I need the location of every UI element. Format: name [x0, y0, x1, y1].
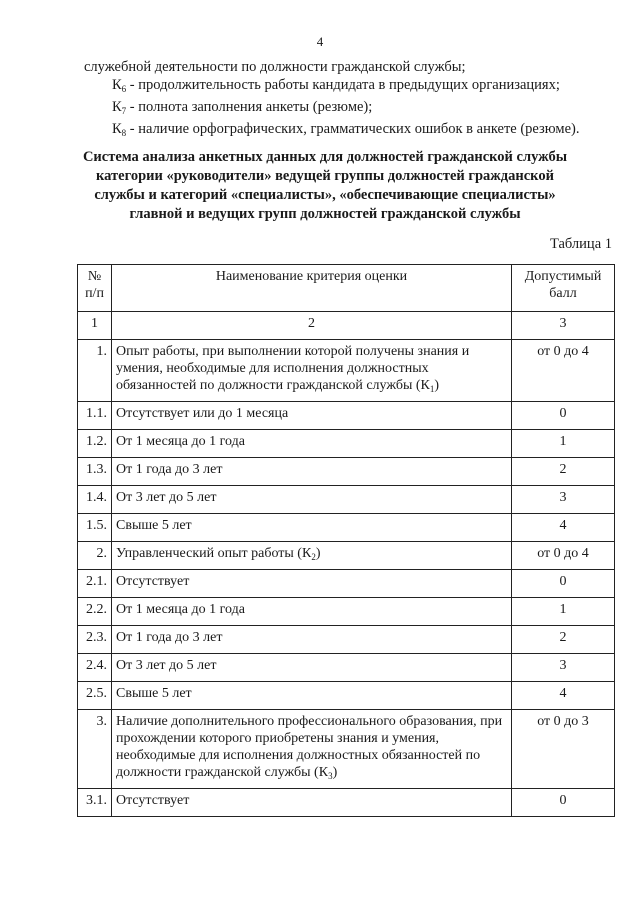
row-number: 2.4.: [78, 654, 112, 682]
header-score: Допустимый балл: [512, 265, 615, 312]
k7-index: 7: [121, 106, 127, 116]
table-index-row: [78, 312, 615, 340]
criterion-suffix: ): [434, 378, 440, 393]
index-num: 1: [78, 312, 112, 340]
row-criterion: [112, 542, 512, 570]
row-score: 2: [512, 626, 615, 654]
row-score: 2: [512, 458, 615, 486]
index-score: 3: [512, 312, 615, 340]
row-criterion: [112, 486, 512, 514]
row-criterion: [112, 710, 512, 789]
table-row: [78, 486, 615, 514]
row-score: 4: [512, 514, 615, 542]
table-row: [78, 430, 615, 458]
criterion-suffix: ): [315, 546, 321, 561]
row-score: 4: [512, 682, 615, 710]
table-row: [78, 710, 615, 789]
row-score: 3: [512, 486, 615, 514]
k6-text: - продолжительность работы кандидата в предыдущих организациях;: [126, 77, 560, 93]
intro-k7: [84, 98, 604, 120]
criterion-text: Наличие дополнительного профессионального образования, при прохождении которого приобретены знания и умения, необходимые для исполнения должностных обязанностей по должности гражданской службы (К: [116, 714, 503, 780]
table-row: [78, 789, 615, 817]
row-score: 3: [512, 654, 615, 682]
table-row: [78, 682, 615, 710]
intro-line-1: служебной деятельности по должности гражданской службы;: [84, 59, 466, 75]
table-header-row: [78, 265, 615, 312]
k6-index: 6: [121, 84, 127, 94]
row-score: 1: [512, 430, 615, 458]
k7-symbol: К: [112, 99, 122, 115]
row-number: 1.3.: [78, 458, 112, 486]
row-number: 1.: [78, 340, 112, 402]
section-title: Система анализа анкетных данных для должностей гражданской службы категории «руководители» ведущей группы должностей гражданской службы и категорий «специалисты», «обеспечивающие специалисты» главной и ведущих групп должностей гражданской службы: [82, 149, 568, 222]
intro-k6: [84, 76, 604, 98]
row-number: 2.: [78, 542, 112, 570]
row-number: 1.4.: [78, 486, 112, 514]
intro-text: [84, 58, 604, 142]
k8-symbol: К: [112, 121, 122, 137]
row-score: 0: [512, 789, 615, 817]
row-criterion: [112, 626, 512, 654]
row-number: 2.5.: [78, 682, 112, 710]
k8-index: 8: [121, 128, 127, 138]
table-row: [78, 654, 615, 682]
page-number: 4: [316, 34, 324, 49]
header-num: № п/п: [78, 265, 112, 312]
row-criterion: [112, 458, 512, 486]
table-row: [78, 514, 615, 542]
row-criterion: [112, 570, 512, 598]
row-criterion: [112, 514, 512, 542]
row-number: 3.: [78, 710, 112, 789]
row-criterion: [112, 654, 512, 682]
header-name: Наименование критерия оценки: [112, 265, 512, 312]
criterion-text: От 1 года до 3 лет: [116, 630, 223, 645]
k7-text: - полнота заполнения анкеты (резюме);: [126, 99, 373, 115]
table-row: [78, 570, 615, 598]
row-number: 1.1.: [78, 402, 112, 430]
criterion-text: От 1 месяца до 1 года: [116, 602, 245, 617]
table-row: [78, 542, 615, 570]
criteria-table: [77, 264, 615, 817]
criterion-text: Управленческий опыт работы (К: [116, 546, 312, 561]
k6-symbol: К: [112, 77, 122, 93]
criterion-suffix: ): [332, 765, 338, 780]
criterion-text: От 1 месяца до 1 года: [116, 434, 245, 449]
row-score: от 0 до 4: [512, 340, 615, 402]
row-number: 2.3.: [78, 626, 112, 654]
criterion-text: Отсутствует или до 1 месяца: [116, 406, 289, 421]
row-criterion: [112, 682, 512, 710]
table-row: [78, 458, 615, 486]
row-criterion: [112, 340, 512, 402]
row-score: 1: [512, 598, 615, 626]
table-row: [78, 340, 615, 402]
row-number: 2.1.: [78, 570, 112, 598]
criterion-index: 1: [429, 384, 435, 394]
criterion-text: Свыше 5 лет: [116, 686, 192, 701]
row-score: 0: [512, 402, 615, 430]
table-caption: Таблица 1: [549, 236, 612, 252]
index-name: 2: [112, 312, 512, 340]
row-criterion: [112, 402, 512, 430]
row-score: 0: [512, 570, 615, 598]
criterion-text: Отсутствует: [116, 574, 190, 589]
criterion-index: 3: [328, 771, 333, 781]
criterion-text: От 3 лет до 5 лет: [116, 490, 217, 505]
row-score: от 0 до 4: [512, 542, 615, 570]
row-score: от 0 до 3: [512, 710, 615, 789]
criterion-text: Отсутствует: [116, 793, 190, 808]
intro-k8: [84, 120, 604, 142]
row-number: 2.2.: [78, 598, 112, 626]
row-criterion: [112, 430, 512, 458]
row-number: 3.1.: [78, 789, 112, 817]
table-row: [78, 626, 615, 654]
row-number: 1.2.: [78, 430, 112, 458]
table-row: [78, 598, 615, 626]
row-number: 1.5.: [78, 514, 112, 542]
criterion-text: Опыт работы, при выполнении которой получены знания и умения, необходимые для исполнения должностных обязанностей по должности гражданской службы (К: [116, 344, 470, 393]
criterion-index: 2: [311, 552, 316, 562]
criterion-text: От 3 лет до 5 лет: [116, 658, 217, 673]
table-row: [78, 402, 615, 430]
row-criterion: [112, 598, 512, 626]
row-criterion: [112, 789, 512, 817]
k8-text: - наличие орфографических, грамматических ошибок в анкете (резюме).: [126, 121, 580, 137]
criterion-text: Свыше 5 лет: [116, 518, 192, 533]
criterion-text: От 1 года до 3 лет: [116, 462, 223, 477]
